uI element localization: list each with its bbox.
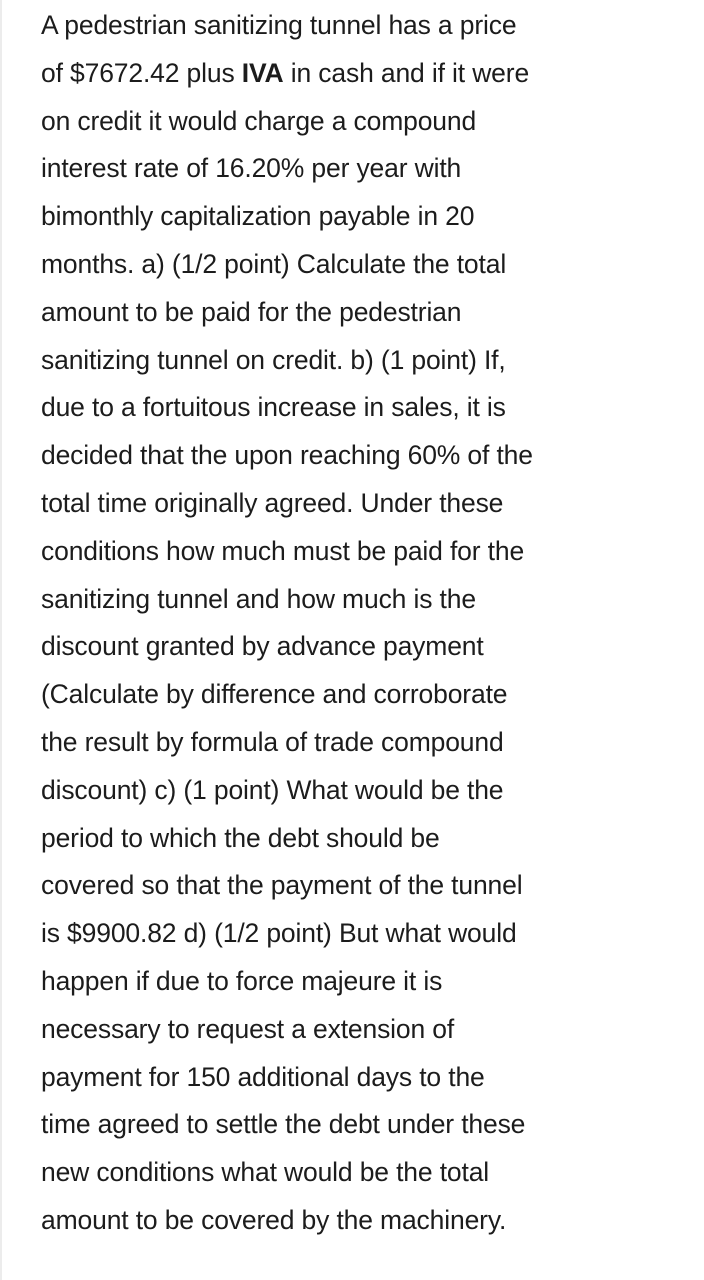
question-line (41, 528, 691, 576)
line-text: months. a) (1/2 point) Calculate the total (41, 248, 507, 279)
question-line (41, 862, 691, 910)
line-text: decided that the upon reaching 60% of the (41, 440, 533, 471)
question-line (41, 50, 691, 98)
line-text: happen if due to force majeure it is (41, 965, 443, 996)
question-line (41, 767, 691, 815)
line-text: sanitizing tunnel and how much is the (41, 583, 476, 614)
question-line (41, 193, 691, 241)
question-line (41, 1006, 691, 1054)
line-text: amount to be covered by the machinery. (41, 1204, 507, 1235)
question-line (41, 145, 691, 193)
line-text: discount) c) (1 point) What would be the (41, 774, 504, 805)
line-text: necessary to request a extension of (41, 1013, 455, 1044)
line-text: payment for 150 additional days to the (41, 1061, 485, 1092)
line-text: amount to be paid for the pedestrian (41, 296, 462, 327)
question-line (41, 337, 691, 385)
question-line (41, 671, 691, 719)
question-line (41, 1197, 691, 1245)
question-line (41, 1101, 691, 1149)
line-text: interest rate of 16.20% per year with (41, 153, 462, 184)
question-line (41, 1054, 691, 1102)
line-text: discount granted by advance payment (41, 631, 484, 662)
line-text: bimonthly capitalization payable in 20 (41, 201, 475, 232)
question-line (41, 1149, 691, 1197)
line-text: in cash and if it were (283, 57, 530, 88)
line-text: sanitizing tunnel on credit. b) (1 point) If, (41, 344, 506, 375)
question-line (41, 241, 691, 289)
question-line (41, 576, 691, 624)
question-text (41, 2, 691, 1245)
question-line (41, 384, 691, 432)
line-text: covered so that the payment of the tunnel (41, 870, 523, 901)
question-line (41, 98, 691, 146)
question-line (41, 719, 691, 767)
question-line (41, 910, 691, 958)
question-line (41, 815, 691, 863)
question-line (41, 623, 691, 671)
question-line (41, 958, 691, 1006)
line-text: period to which the debt should be (41, 822, 440, 853)
line-text: on credit it would charge a compound (41, 105, 477, 136)
question-line (41, 289, 691, 337)
left-divider (0, 0, 2, 1280)
question-line (41, 2, 691, 50)
bold-term-iva: IVA (241, 57, 284, 88)
line-text: time agreed to settle the debt under these (41, 1109, 526, 1140)
question-line (41, 432, 691, 480)
line-text: total time originally agreed. Under these (41, 487, 504, 518)
line-text: new conditions what would be the total (41, 1157, 490, 1188)
line-text: (Calculate by difference and corroborate (41, 679, 508, 710)
line-text: conditions how much must be paid for the (41, 535, 525, 566)
line-text: due to a fortuitous increase in sales, it is (41, 392, 506, 423)
question-line (41, 480, 691, 528)
line-text: is $9900.82 d) (1/2 point) But what would (41, 918, 517, 949)
line-text: the result by formula of trade compound (41, 726, 504, 757)
line-text: A pedestrian sanitizing tunnel has a price (41, 10, 517, 40)
line-text: of $7672.42 plus (41, 57, 242, 88)
